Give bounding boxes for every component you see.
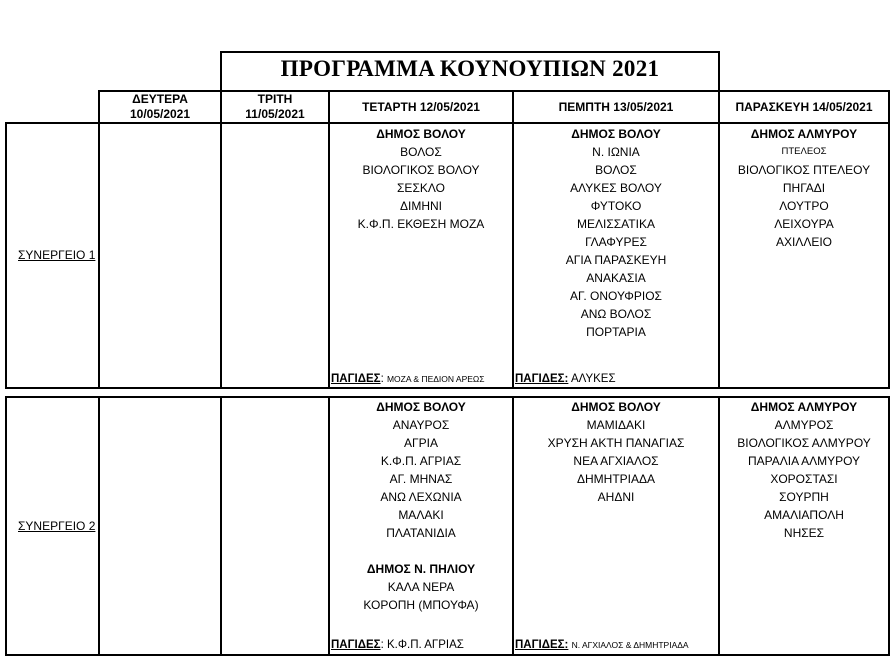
traps-value: Ν. ΑΓΧΙΑΛΟΣ & ΔΗΜΗΤΡΙΑΔΑ — [571, 640, 689, 650]
traps-label: ΠΑΓΙΔΕΣ — [331, 373, 381, 385]
location-item: ΝΕΑ ΑΓΧΙΑΛΟΣ — [573, 454, 659, 468]
crew2-wed-traps: ΠΑΓΙΔΕΣ: Κ.Φ.Π. ΑΓΡΙΑΣ — [331, 639, 464, 651]
location-item: ΑΛΜΥΡΟΣ — [774, 418, 834, 432]
location-item: ΛΕΙΧΟΥΡΑ — [774, 217, 834, 231]
crew1-thu-cell — [514, 125, 718, 341]
day-header-wed — [330, 100, 512, 115]
traps-value: ΜΟΖΑ & ΠΕΔΙΟΝ ΑΡΕΩΣ — [386, 374, 485, 384]
day-name: ΤΡΙΤΗ — [257, 92, 293, 106]
location-item: ΑΓ. ΜΗΝΑΣ — [389, 472, 453, 486]
day-header-thu — [514, 100, 718, 115]
crew2-wed-cell — [330, 398, 512, 614]
location-item: ΜΑΛΑΚΙ — [398, 508, 444, 522]
location-item: ΣΟΥΡΠΗ — [779, 490, 829, 504]
day-name: ΠΕΜΠΤΗ 13/05/2021 — [558, 100, 674, 114]
location-item: ΛΟΥΤΡΟ — [779, 199, 829, 213]
day-header-tue — [222, 92, 328, 122]
row-gap — [5, 389, 890, 396]
traps-label: ΠΑΓΙΔΕΣ: — [515, 373, 569, 385]
location-item: ΒΙΟΛΟΓΙΚΟΣ ΑΛΜΥΡΟΥ — [737, 436, 871, 450]
spacer — [330, 542, 512, 560]
location-item: ΚΑΛΑ ΝΕΡΑ — [387, 580, 455, 594]
header-bottom-line — [5, 122, 890, 124]
day-name: ΤΕΤΑΡΤΗ 12/05/2021 — [362, 100, 480, 114]
table-bottom-line — [5, 654, 890, 656]
location-item: ΑΝΑΚΑΣΙΑ — [586, 271, 646, 285]
location-item: ΑΧΙΛΛΕΙΟ — [775, 235, 833, 249]
location-item: ΦΥΤΟΚΟ — [590, 199, 642, 213]
traps-label: ΠΑΓΙΔΕΣ — [331, 639, 381, 651]
crew-label-1: ΣΥΝΕΡΓΕΙΟ 1 — [18, 248, 96, 262]
page-title: ΠΡΟΓΡΑΜΜΑ ΚΟΥΝΟΥΠΙΩΝ 2021 — [280, 56, 660, 81]
municipality-header: ΔΗΜΟΣ ΑΛΜΥΡΟΥ — [750, 400, 858, 414]
location-item: ΑΓΡΙΑ — [404, 436, 438, 450]
crew1-fri-cell — [720, 125, 888, 251]
day-header-fri — [720, 100, 888, 115]
location-item: ΚΟΡΟΠΗ (ΜΠΟΥΦΑ) — [363, 598, 479, 612]
vline-1 — [98, 90, 100, 656]
traps-value: ΑΛΥΚΕΣ — [570, 373, 616, 385]
location-item: Ν. ΙΩΝΙΑ — [592, 145, 640, 159]
location-item: ΑΓ. ΟΝΟΥΦΡΙΟΣ — [570, 289, 662, 303]
day-name: ΠΑΡΑΣΚΕΥΗ 14/05/2021 — [735, 100, 873, 114]
location-item: ΒΟΛΟΣ — [400, 145, 442, 159]
day-date: 10/05/2021 — [129, 107, 191, 121]
location-item: ΜΕΛΙΣΣΑΤΙΚΑ — [577, 217, 655, 231]
vline-right — [888, 90, 890, 656]
location-item: ΑΝΩ ΛΕΧΩΝΙΑ — [380, 490, 462, 504]
municipality-header-2: ΔΗΜΟΣ Ν. ΠΗΛΙΟΥ — [366, 562, 476, 576]
crew2-thu-traps — [515, 639, 689, 651]
location-item: ΠΑΡΑΛΙΑ ΑΛΜΥΡΟΥ — [747, 454, 861, 468]
location-item: Κ.Φ.Π. ΕΚΘΕΣΗ ΜΟΖΑ — [357, 217, 485, 231]
municipality-header: ΔΗΜΟΣ ΒΟΛΟΥ — [571, 127, 661, 141]
location-item: ΠΟΡΤΑΡΙΑ — [586, 325, 646, 339]
vline-2 — [220, 90, 222, 656]
crew1-wed-traps: ΠΑΓΙΔΕΣ: ΜΟΖΑ & ΠΕΔΙΟΝ ΑΡΕΩΣ — [331, 373, 485, 385]
location-item: ΑΝΩ ΒΟΛΟΣ — [580, 307, 652, 321]
location-item: ΑΝΑΥΡΟΣ — [392, 418, 450, 432]
location-item: ΓΛΑΦΥΡΕΣ — [585, 235, 647, 249]
location-item: ΑΓΙΑ ΠΑΡΑΣΚΕΥΗ — [565, 253, 667, 267]
title-box-right — [718, 51, 720, 91]
location-item: ΑΜΑΛΙΑΠΟΛΗ — [764, 508, 844, 522]
municipality-header: ΔΗΜΟΣ ΒΟΛΟΥ — [376, 127, 466, 141]
crew2-thu-cell — [514, 398, 718, 506]
location-item: ΔΙΜΗΝΙ — [399, 199, 442, 213]
location-item: ΜΑΜΙΔΑΚΙ — [586, 418, 646, 432]
location-item: ΧΡΥΣΗ ΑΚΤΗ ΠΑΝΑΓΙΑΣ — [547, 436, 685, 450]
location-item: ΠΗΓΑΔΙ — [782, 181, 826, 195]
location-item: ΒΙΟΛΟΓΙΚΟΣ ΠΤΕΛΕΟΥ — [737, 163, 871, 177]
day-header-mon — [100, 92, 220, 122]
location-item: ΠΛΑΤΑΝΙΔΙΑ — [386, 526, 456, 540]
location-item: ΑΗΔΝΙ — [597, 490, 635, 504]
crew1-thu-traps — [515, 373, 616, 385]
day-name: ΔΕΥΤΕΡΑ — [132, 92, 188, 106]
location-item: ΣΕΣΚΛΟ — [397, 181, 445, 195]
row1-bottom-line — [5, 387, 890, 389]
location-item: ΑΛΥΚΕΣ ΒΟΛΟΥ — [570, 181, 662, 195]
traps-value: Κ.Φ.Π. ΑΓΡΙΑΣ — [386, 639, 464, 651]
traps-label: ΠΑΓΙΔΕΣ: — [515, 639, 569, 651]
crew-label-2: ΣΥΝΕΡΓΕΙΟ 2 — [18, 519, 96, 533]
location-item: ΒΙΟΛΟΓΙΚΟΣ ΒΟΛΟΥ — [362, 163, 480, 177]
municipality-header: ΔΗΜΟΣ ΒΟΛΟΥ — [571, 400, 661, 414]
day-date: 11/05/2021 — [245, 107, 305, 121]
location-item: ΧΟΡΟΣΤΑΣΙ — [770, 472, 838, 486]
location-item: ΝΗΣΕΣ — [783, 526, 825, 540]
crew2-fri-cell — [720, 398, 888, 542]
municipality-header: ΔΗΜΟΣ ΑΛΜΥΡΟΥ — [750, 127, 858, 141]
location-item: ΒΟΛΟΣ — [595, 163, 637, 177]
location-item: ΠΤΕΛΕΟΣ — [781, 146, 827, 157]
location-item: Κ.Φ.Π. ΑΓΡΙΑΣ — [380, 454, 462, 468]
location-item: ΔΗΜΗΤΡΙΑΔΑ — [576, 472, 656, 486]
municipality-header: ΔΗΜΟΣ ΒΟΛΟΥ — [376, 400, 466, 414]
crew1-wed-cell — [330, 125, 512, 233]
